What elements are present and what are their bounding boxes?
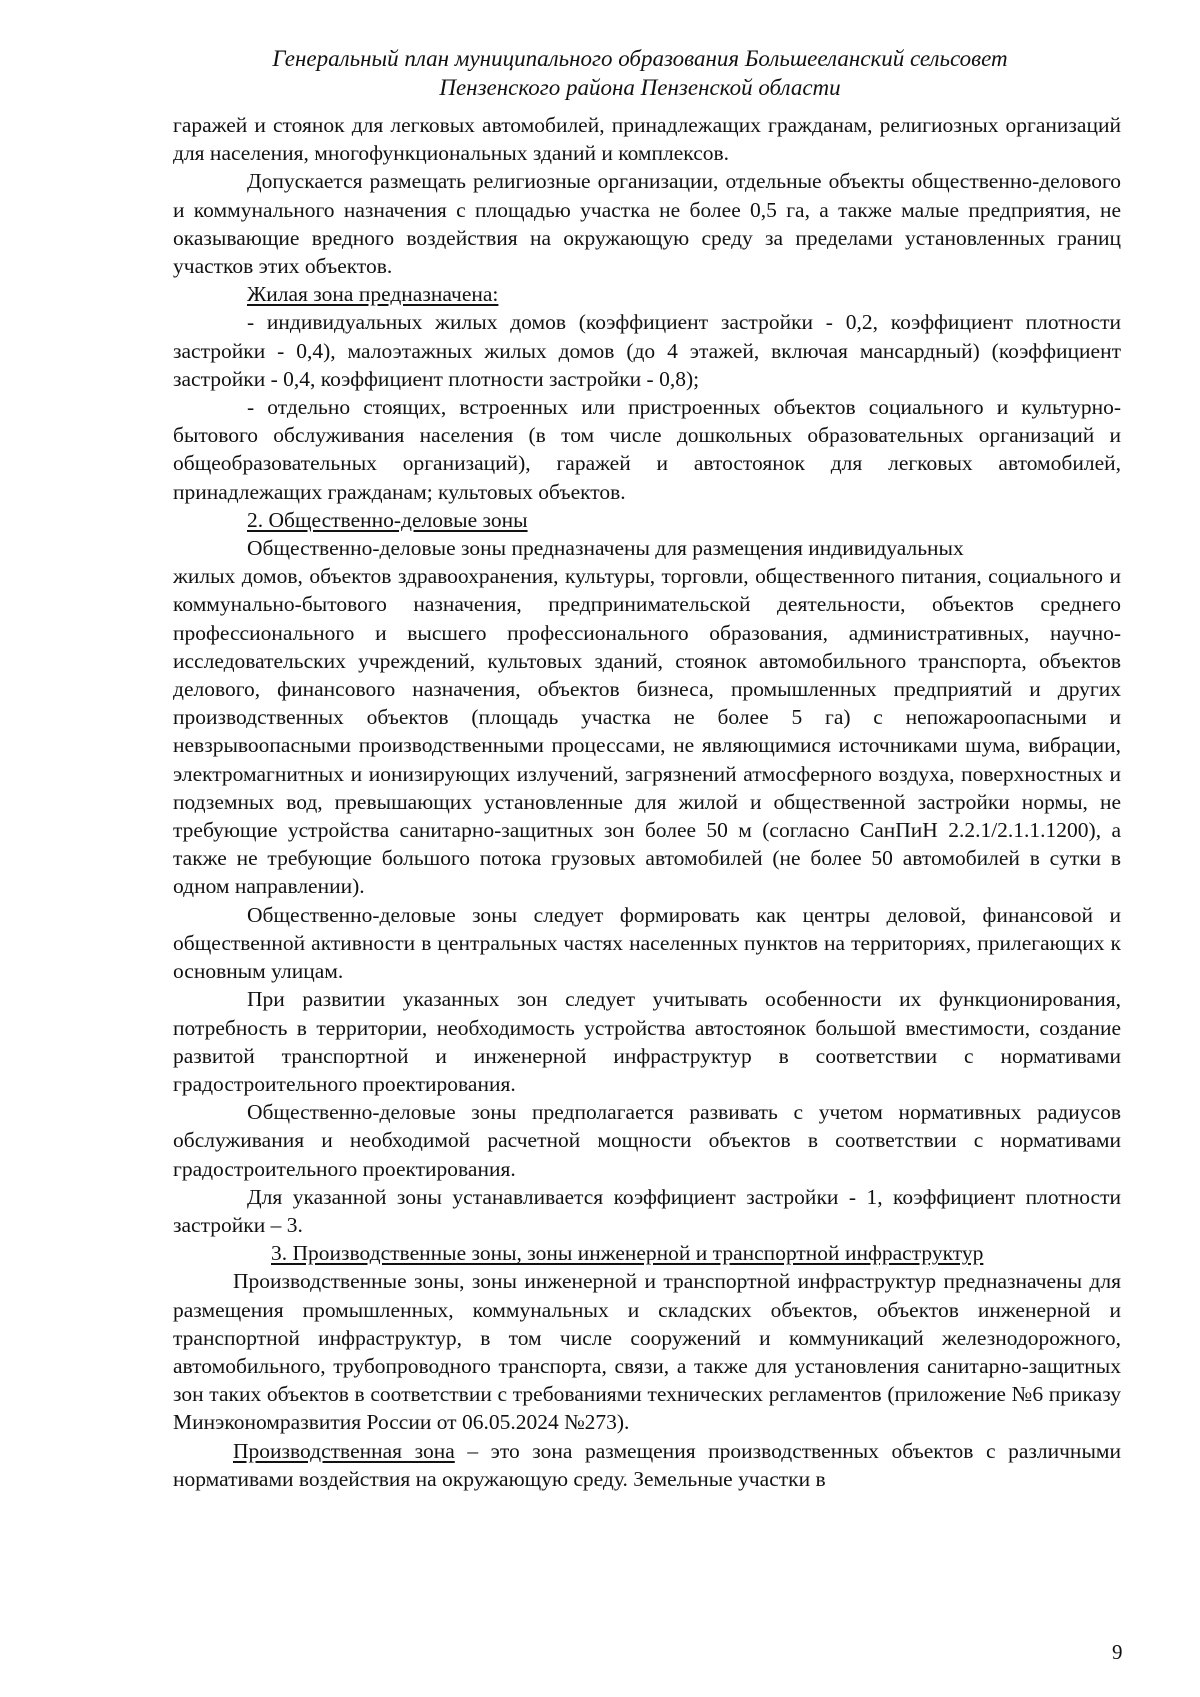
paragraph <box>173 1437 1121 1493</box>
paragraph: гаражей и стоянок для легковых автомобилей, принадлежащих гражданам, религиозных организаций для населения, многофункциональных зданий и комплексов. <box>173 113 1121 166</box>
production-zone-definition: – это зона размещения производственных объектов с различными нормативами воздействия на окружающую среду. Земельные участки в <box>173 1438 1121 1491</box>
paragraph: жилых домов, объектов здравоохранения, культуры, торговли, общественного питания, социального и коммунально-бытового назначения, предпринимательской деятельности, объектов среднего профессионального и высшего профессионального образования, административных, научно-исследовательских учреждений, культовых зданий, стоянок автомобильного транспорта, объектов делового, финансового назначения, объектов бизнеса, промышленных предприятий и других производственных объектов (площадь участка не более 5 га) с непожароопасными и невзрывоопасными производственными процессами, не являющимися источниками шума, вибрации, электромагнитных и ионизирующих излучений, загрязнений атмосферного воздуха, поверхностных и подземных вод, превышающих установленные для жилой и общественной застройки нормы, не требующие устройства санитарно-защитных зон более 50 м (согласно СанПиН 2.2.1/2.1.1.1200), а также не требующие большого потока грузовых автомобилей (не более 50 автомобилей в сутки в одном направлении). <box>173 564 1121 899</box>
page-header <box>180 44 1100 102</box>
section-heading-3-text: 3. Производственные зоны, зоны инженерной и транспортной инфраструктур <box>271 1241 984 1266</box>
paragraph: При развитии указанных зон следует учитывать особенности их функционирования, потребность в территории, необходимость устройства автостоянок большой вместимости, создание развитой транспортной и инженерной инфраструктур в соответствии с нормативами градостроительного проектирования. <box>173 987 1121 1096</box>
header-line-2: Пензенского района Пензенской области <box>439 75 841 100</box>
production-zone-term: Производственная зона <box>233 1438 455 1463</box>
paragraph-first-line: Общественно-деловые зоны предназначены для размещения индивидуальных <box>247 536 964 561</box>
paragraph: Для указанной зоны устанавливается коэффициент застройки - 1, коэффициент плотности застройки – 3. <box>173 1184 1121 1237</box>
section-heading-2-text: 2. Общественно-деловые зоны <box>247 507 528 532</box>
paragraph: Производственные зоны, зоны инженерной и транспортной инфраструктур предназначены для размещения промышленных, коммунальных и складских объектов, объектов инженерной и транспортной инфраструктур, в том числе сооружений и коммуникаций железнодорожного, автомобильного, трубопроводного транспорта, связи, а также для установления санитарно-защитных зон таких объектов в соответствии с требованиями технических регламентов (приложение №6 приказу Минэкономразвития России от 06.05.2024 №273). <box>173 1269 1121 1435</box>
paragraph: Общественно-деловые зоны предполагается развивать с учетом нормативных радиусов обслуживания и необходимой расчетной мощности объектов в соответствии с нормативами градостроительного проектирования. <box>173 1100 1121 1181</box>
section-heading-3 <box>173 1239 1121 1267</box>
list-item: - отдельно стоящих, встроенных или пристроенных объектов социального и культурно-бытового обслуживания населения (в том числе дошкольных образовательных организаций и общеобразовательных организаций), гаражей и автостоянок для легковых автомобилей, принадлежащих гражданам; культовых объектов. <box>173 395 1121 504</box>
document-body <box>173 111 1121 1493</box>
paragraph: Допускается размещать религиозные организации, отдельные объекты общественно-делового и коммунального назначения с площадью участка не более 0,5 га, а также малые предприятия, не оказывающие вредного воздействия на окружающую среду за пределами установленных границ участков этих объектов. <box>173 169 1121 279</box>
header-line-1: Генеральный план муниципального образования Большееланский сельсовет <box>272 46 1008 71</box>
section-heading-2 <box>173 506 1121 534</box>
paragraph: Общественно-деловые зоны следует формировать как центры деловой, финансовой и общественной активности в центральных частях населенных пунктов на территориях, прилегающих к основным улицам. <box>173 902 1121 984</box>
residential-zone-heading-text: Жилая зона предназначена: <box>247 282 499 307</box>
page-number: 9 <box>1112 1640 1123 1664</box>
residential-zone-heading <box>173 280 1121 308</box>
list-item: - индивидуальных жилых домов (коэффициент застройки - 0,2, коэффициент плотности застройки - 0,4), малоэтажных жилых домов (до 4 этажей, включая мансардный) (коэффициент застройки - 0,4, коэффициент плотности застройки - 0,8); <box>173 310 1121 391</box>
